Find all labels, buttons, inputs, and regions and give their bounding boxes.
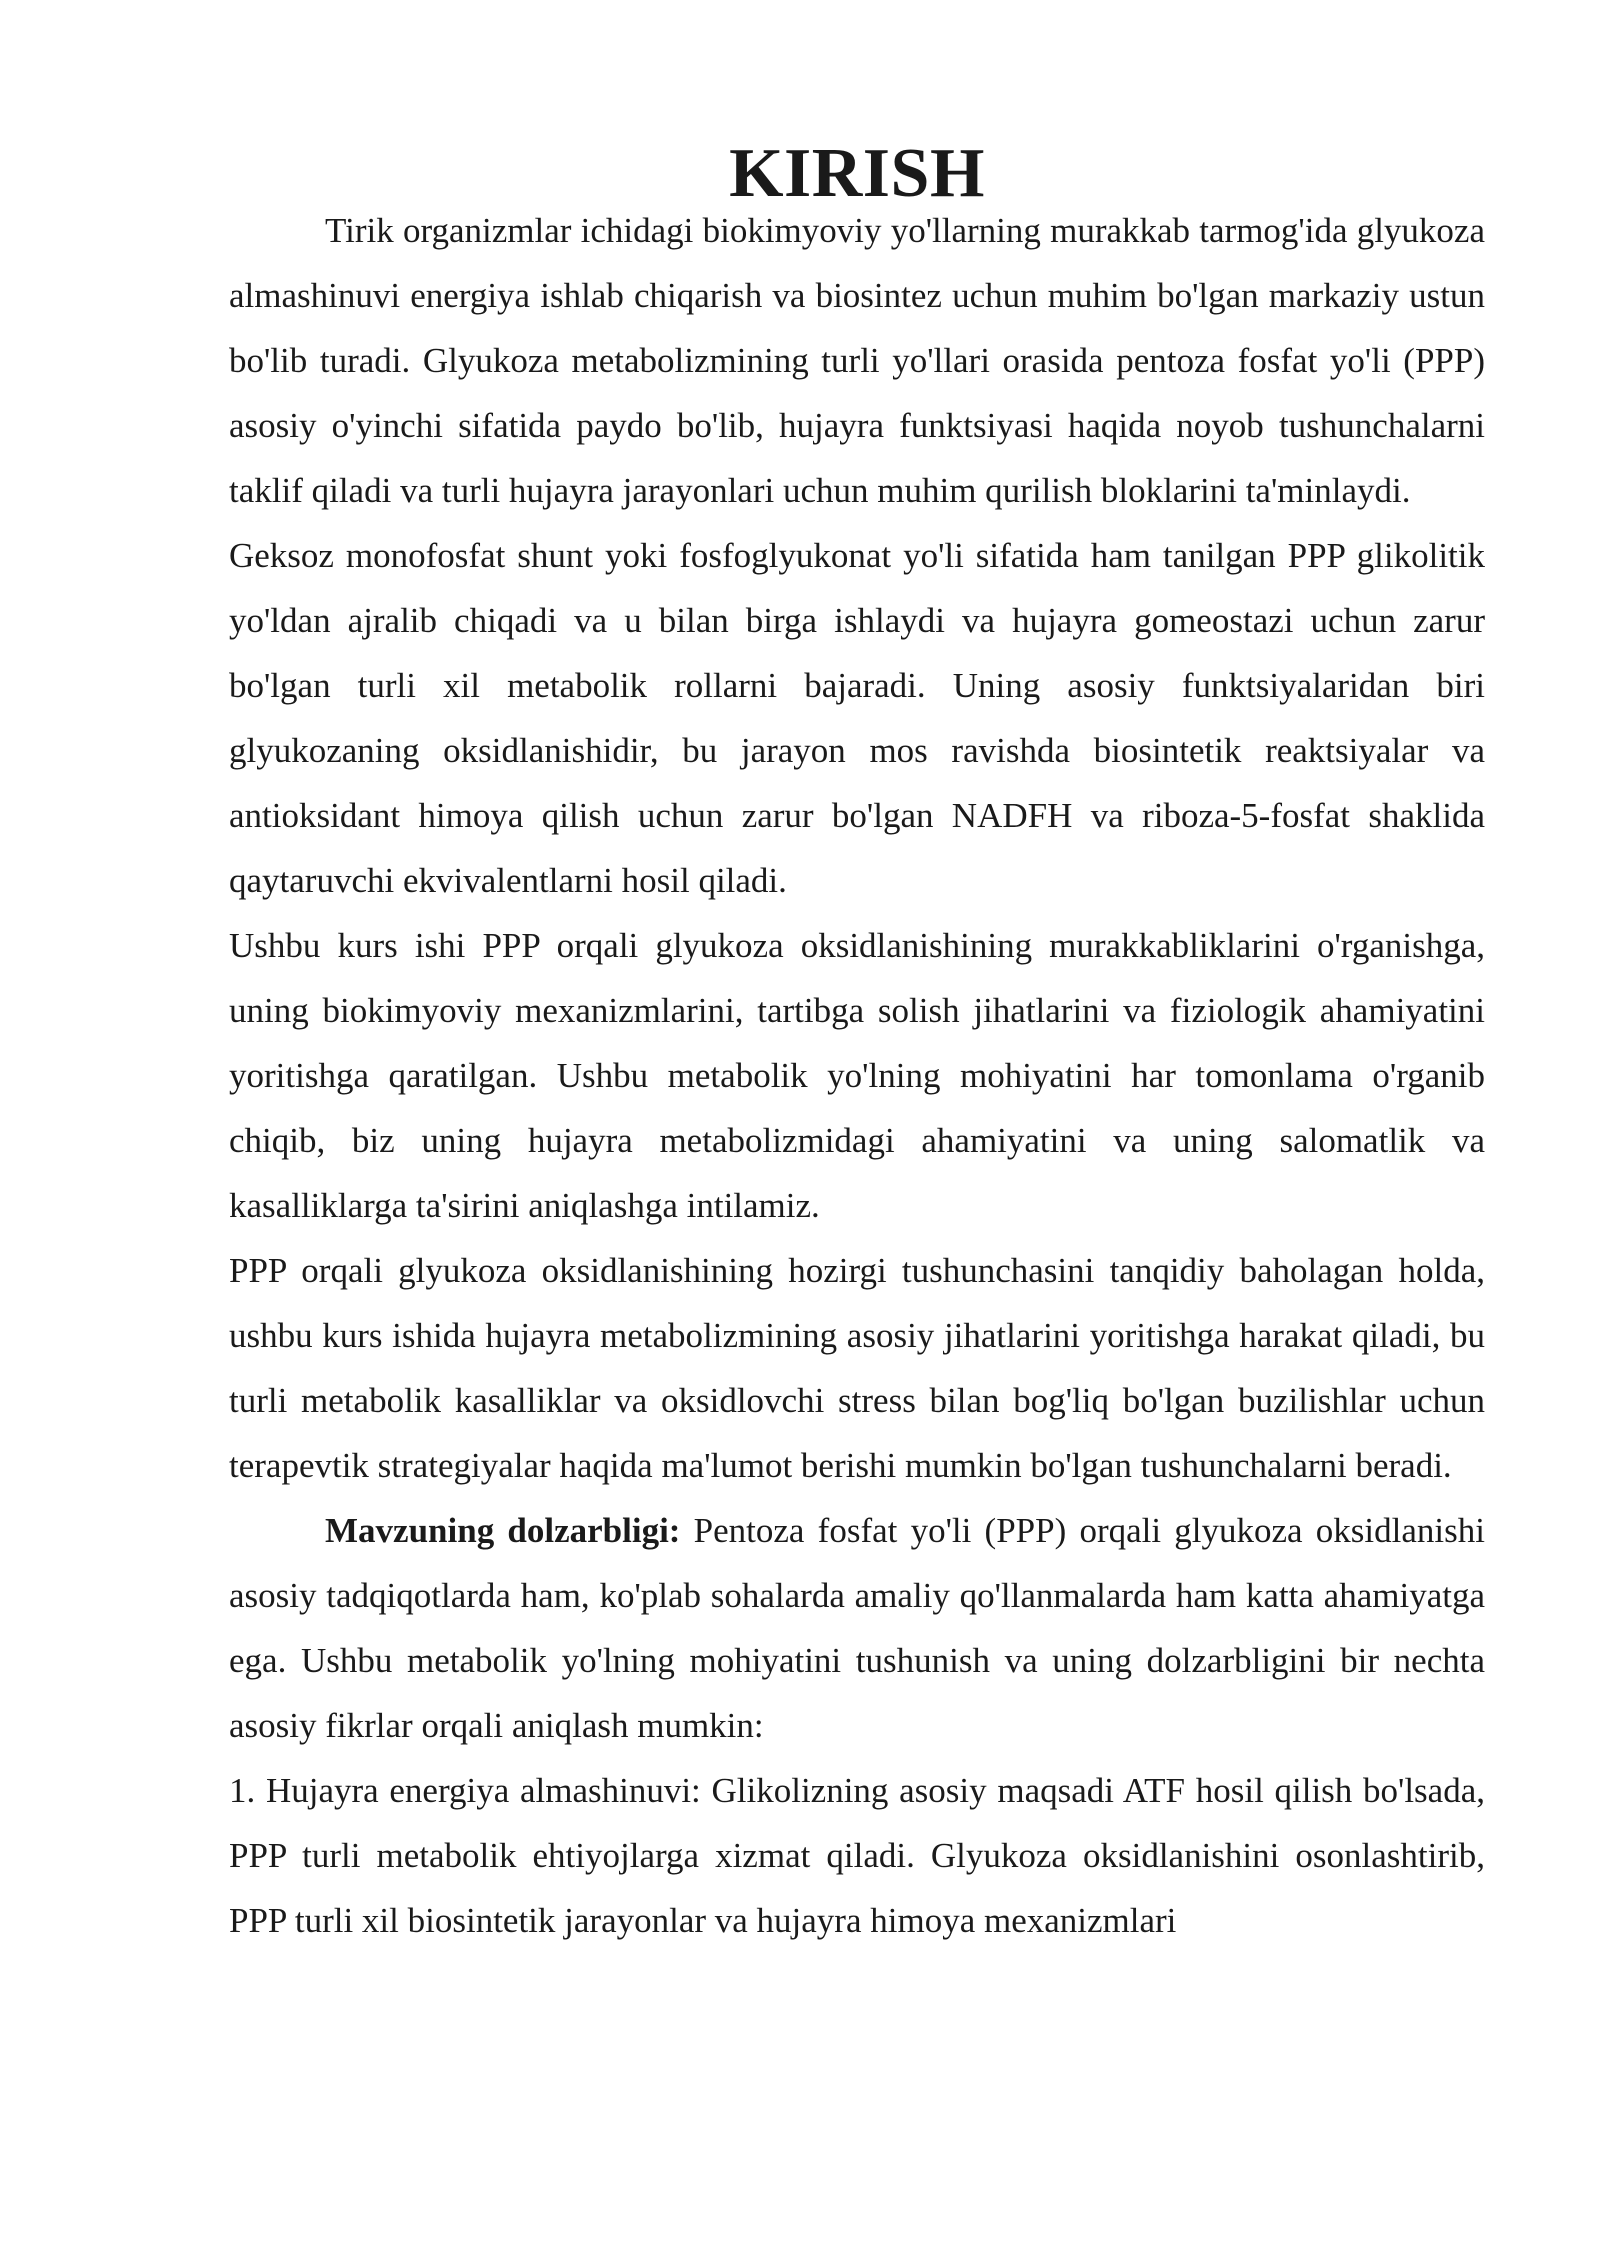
intro-paragraph-3: Ushbu kurs ishi PPP orqali glyukoza oksidlanishining murakkabliklarini o'rganishga, uning biokimyoviy mexanizmlarini, tartibga solish jihatlarini va fiziologik ahamiyatini yoritishga qaratilgan. Ushbu metabolik yo'lning mohiyatini har tomonlama o'rganib chiqib, biz uning hujayra metabolizmidagi ahamiyatini va uning salomatlik va kasalliklarga ta'sirini aniqlashga intilamiz.: [229, 926, 1485, 1225]
page-title: KIRISH: [729, 135, 985, 212]
list-item-1: 1. Hujayra energiya almashinuvi: Glikolizning asosiy maqsadi ATF hosil qilish bo'lsada, PPP turli metabolik ehtiyojlarga xizmat qiladi. Glyukoza oksidlanishini osonlashtirib, PPP turli xil biosintetik jarayonlar va hujayra himoya mexanizmlari: [229, 1771, 1485, 1940]
relevance-text: Pentoza fosfat yo'li (PPP) orqali glyukoza oksidlanishi asosiy tadqiqotlarda ham, ko'plab sohalarda amaliy qo'llanmalarda ham katta ahamiyatga ega. Ushbu metabolik yo'lning mohiyatini tushunish va uning dolzarbligini bir nechta asosiy fikrlar orqali aniqlash mumkin:: [229, 1511, 1485, 1745]
intro-paragraph-4: PPP orqali glyukoza oksidlanishining hozirgi tushunchasini tanqidiy baholagan holda, ushbu kurs ishida hujayra metabolizmining asosiy jihatlarini yoritishga harakat qiladi, bu turli metabolik kasalliklar va oksidlovchi stress bilan bog'liq bo'lgan buzilishlar uchun terapevtik strategiyalar haqida ma'lumot berishi mumkin bo'lgan tushunchalarni beradi.: [229, 1251, 1485, 1485]
intro-paragraph-2: Geksoz monofosfat shunt yoki fosfoglyukonat yo'li sifatida ham tanilgan PPP glikolitik yo'ldan ajralib chiqadi va u bilan birga ishlaydi va hujayra gomeostazi uchun zarur bo'lgan turli xil metabolik rollarni bajaradi. Uning asosiy funktsiyalaridan biri glyukozaning oksidlanishidir, bu jarayon mos ravishda biosintetik reaktsiyalar va antioksidant himoya qilish uchun zarur bo'lgan NADFH va riboza-5-fosfat shaklida qaytaruvchi ekvivalentlarni hosil qiladi.: [229, 536, 1485, 900]
relevance-label: Mavzuning dolzarbligi:: [325, 1511, 681, 1550]
intro-paragraph-1: Tirik organizmlar ichidagi biokimyoviy yo'llarning murakkab tarmog'ida glyukoza almashinuvi energiya ishlab chiqarish va biosintez uchun muhim bo'lgan markaziy ustun bo'lib turadi. Glyukoza metabolizmining turli yo'llari orasida pentoza fosfat yo'li (PPP) asosiy o'yinchi sifatida paydo bo'lib, hujayra funktsiyasi haqida noyob tushunchalarni taklif qiladi va turli hujayra jarayonlari uchun muhim qurilish bloklarini ta'minlaydi.: [229, 211, 1485, 510]
relevance-paragraph: [229, 1498, 1485, 1758]
document-body: [229, 135, 1485, 1953]
